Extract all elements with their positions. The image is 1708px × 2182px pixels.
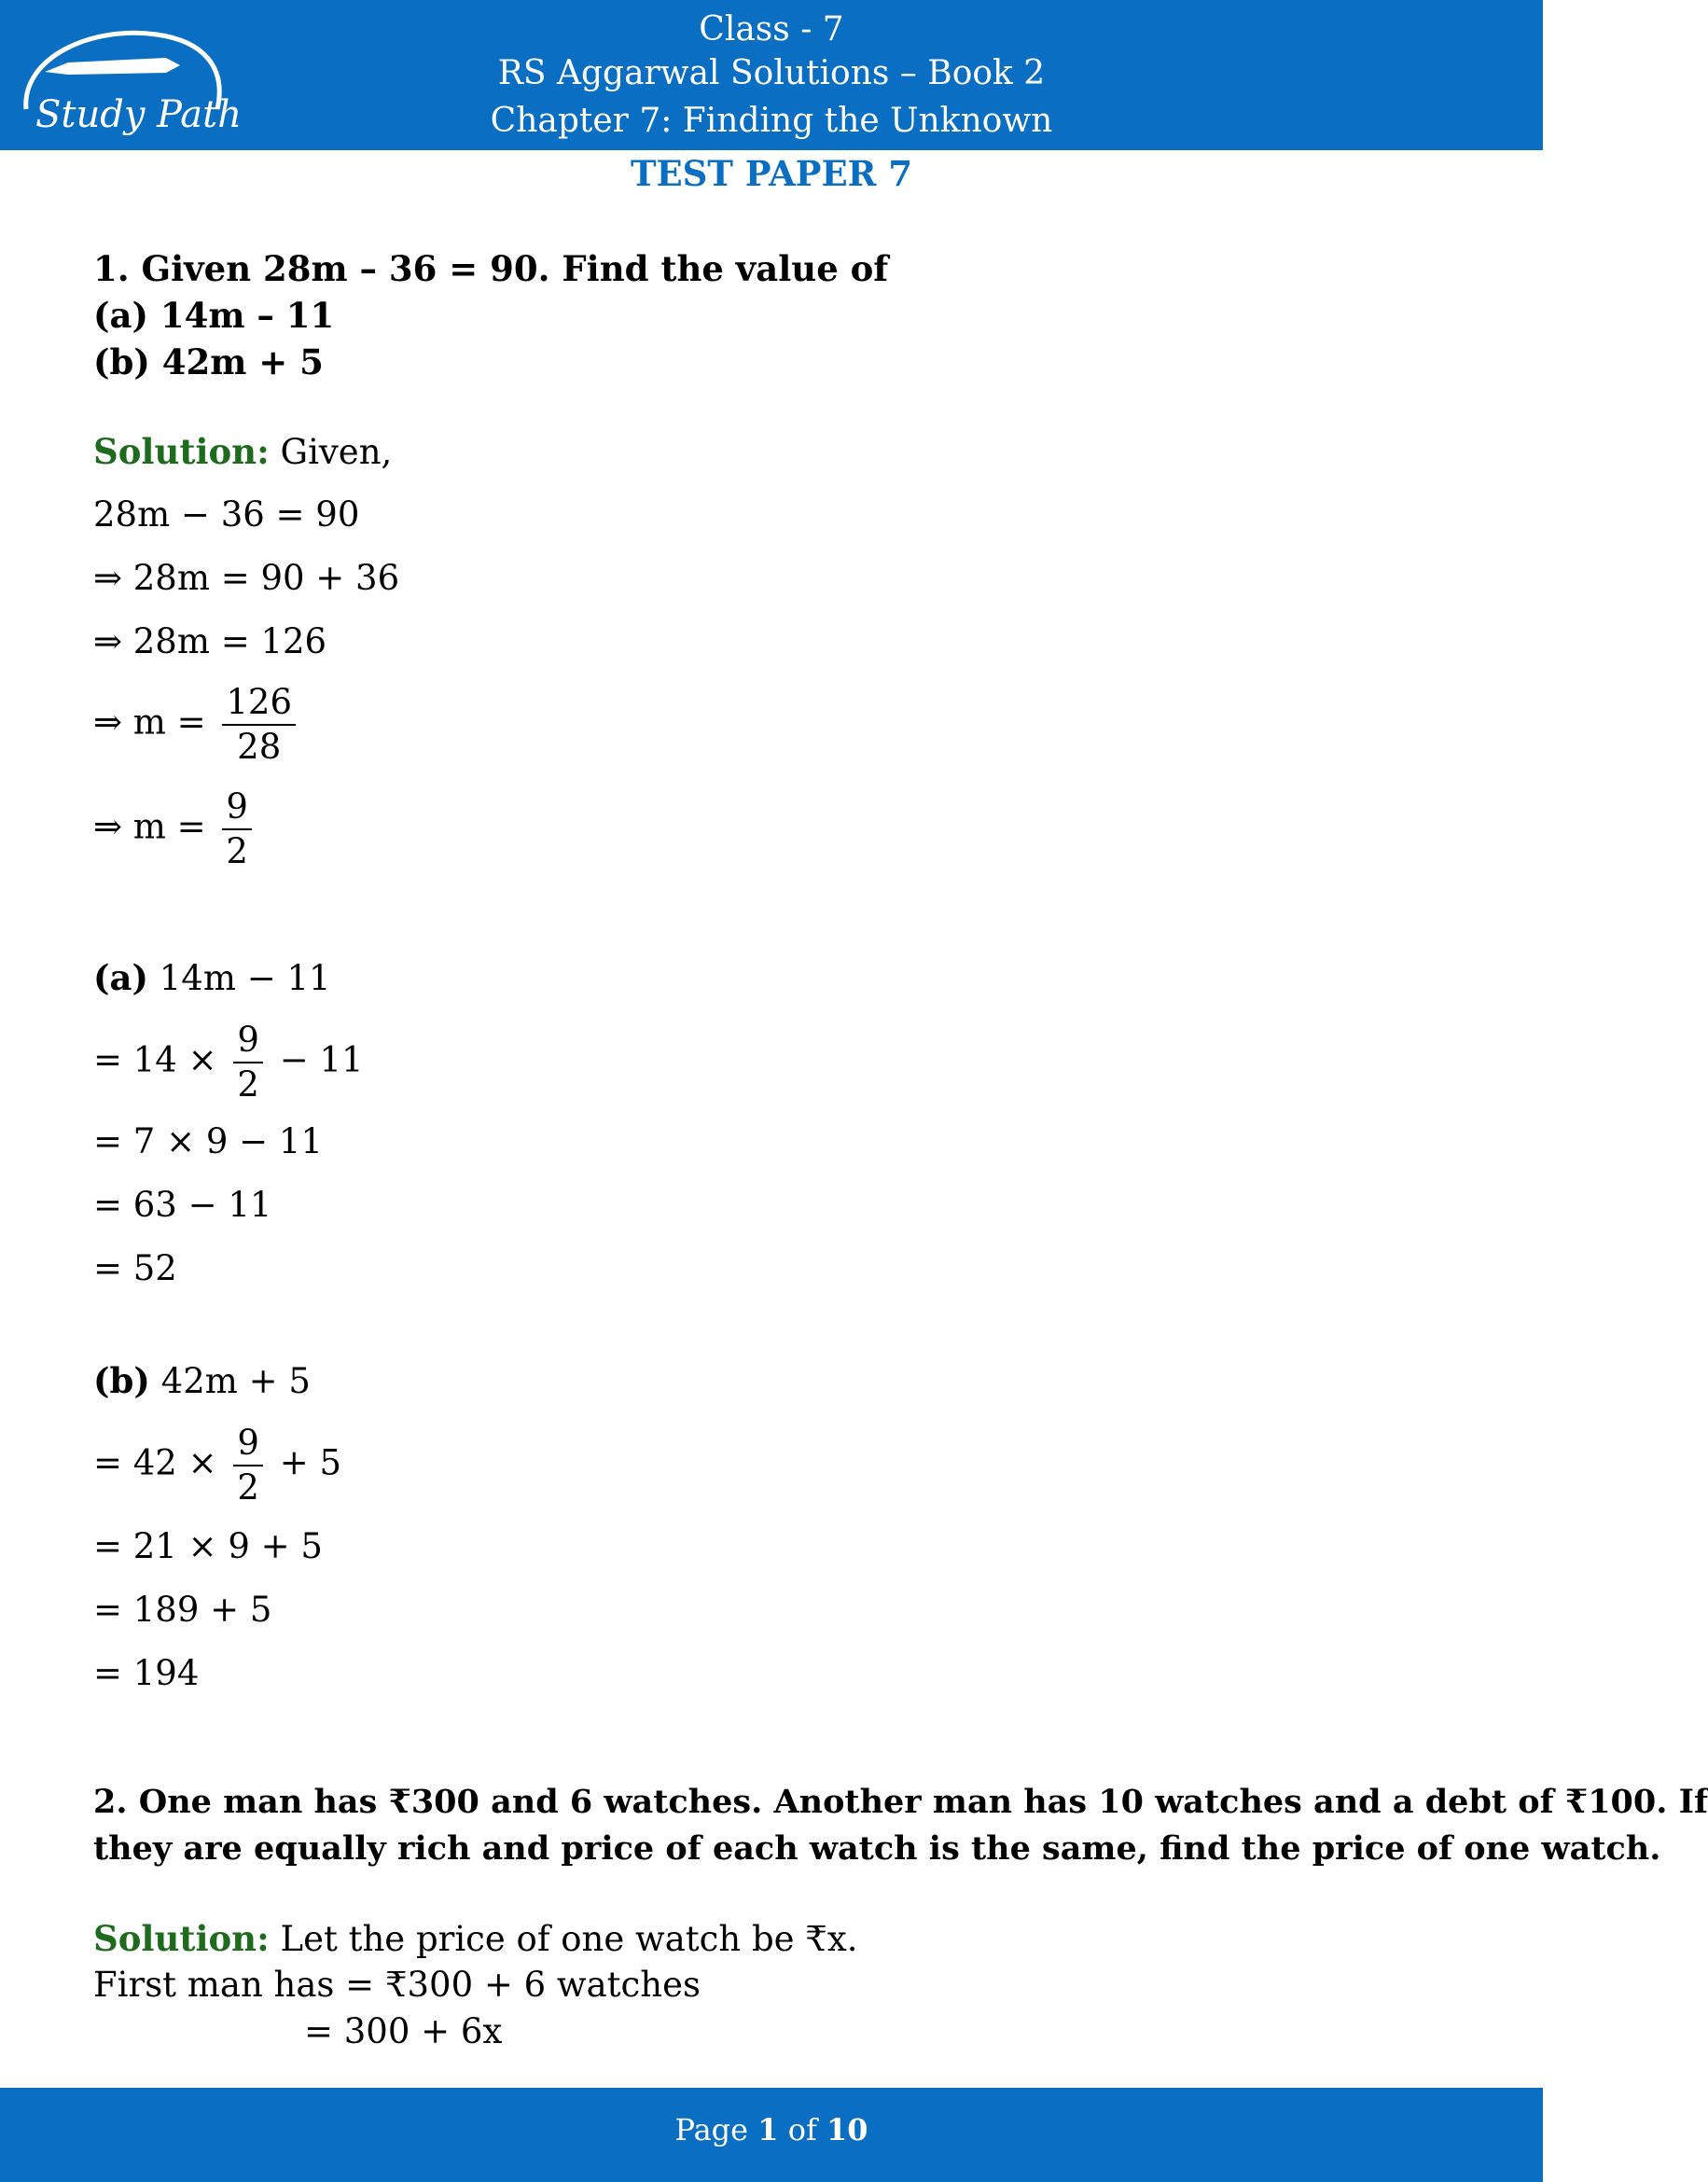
q1a-line-2: = 7 × 9 − 11 <box>93 1121 323 1161</box>
q1b-heading <box>93 1358 311 1404</box>
expr-pre: = 14 × <box>93 1039 217 1080</box>
q1-step-1: 28m − 36 = 90 <box>93 494 360 535</box>
q1-step-5 <box>93 785 257 873</box>
q2-question-line-1: 2. One man has ₹300 and 6 watches. Another man has 10 watches and a debt of ₹100. If <box>93 1783 1708 1821</box>
fraction-denominator: 2 <box>237 1064 259 1105</box>
q2-line-1: First man has = ₹300 + 6 watches <box>93 1965 701 2005</box>
q1a-heading <box>93 955 331 1001</box>
q1-step-3: ⇒ 28m = 126 <box>93 621 327 661</box>
q1b-line-2: = 21 × 9 + 5 <box>93 1526 323 1566</box>
fraction-denominator: 2 <box>237 1467 259 1508</box>
header-chapter: Chapter 7: Finding the Unknown <box>490 102 1053 140</box>
part-label: (a) <box>93 957 148 998</box>
q1-question: 1. Given 28m – 36 = 90. Find the value of <box>93 248 889 289</box>
q1-step-2: ⇒ 28m = 90 + 36 <box>93 558 400 598</box>
header-class: Class - 7 <box>699 10 844 49</box>
page-label: Page <box>674 2112 749 2147</box>
fraction <box>222 681 296 769</box>
page-header <box>0 0 1543 150</box>
step-prefix: ⇒ m = <box>93 806 206 847</box>
solution-intro: Let the price of one watch be ₹x. <box>280 1919 858 1959</box>
solution-intro: Given, <box>280 432 393 472</box>
page-total: 10 <box>826 2112 868 2147</box>
q2-solution <box>93 1916 857 1962</box>
q1-step-4 <box>93 681 301 769</box>
fraction-numerator: 9 <box>222 785 252 830</box>
q1b-line-3: = 189 + 5 <box>93 1590 272 1630</box>
part-expression: 42m + 5 <box>160 1361 311 1401</box>
fraction-numerator: 9 <box>233 1422 263 1466</box>
q2-line-2: = 300 + 6x <box>304 2011 503 2051</box>
q2-question-line-2: they are equally rich and price of each watch is the same, find the price of one watch. <box>93 1829 1661 1868</box>
fraction-numerator: 9 <box>233 1019 263 1063</box>
fraction-denominator: 28 <box>237 727 282 767</box>
q1b-line-1 <box>93 1422 341 1509</box>
page-indicator <box>0 2112 1543 2147</box>
q1a-line-4: = 52 <box>93 1248 177 1288</box>
part-expression: 14m − 11 <box>159 958 331 998</box>
solution-label: Solution: <box>93 431 270 472</box>
q1-part-a: (a) 14m – 11 <box>93 295 335 336</box>
fraction <box>222 785 252 873</box>
expr-post: + 5 <box>279 1442 341 1483</box>
expr-pre: = 42 × <box>93 1442 217 1483</box>
page-footer <box>0 2088 1543 2182</box>
q1b-line-4: = 194 <box>93 1653 200 1693</box>
header-book: RS Aggarwal Solutions – Book 2 <box>497 54 1046 92</box>
q1a-line-1 <box>93 1019 364 1106</box>
q1-part-b: (b) 42m + 5 <box>93 341 324 382</box>
expr-post: − 11 <box>279 1039 364 1080</box>
part-label: (b) <box>93 1360 150 1401</box>
solution-label: Solution: <box>93 1918 270 1959</box>
fraction <box>233 1019 263 1106</box>
q1-solution <box>93 429 392 475</box>
fraction-numerator: 126 <box>222 681 296 726</box>
step-prefix: ⇒ m = <box>93 702 206 743</box>
page-title: TEST PAPER 7 <box>630 153 913 194</box>
page-number: 1 <box>757 2112 779 2147</box>
fraction-denominator: 2 <box>226 831 248 871</box>
page-of: of <box>787 2112 817 2147</box>
logo-text: Study Path <box>35 93 242 136</box>
q1a-line-3: = 63 − 11 <box>93 1185 272 1225</box>
fraction <box>233 1422 263 1509</box>
